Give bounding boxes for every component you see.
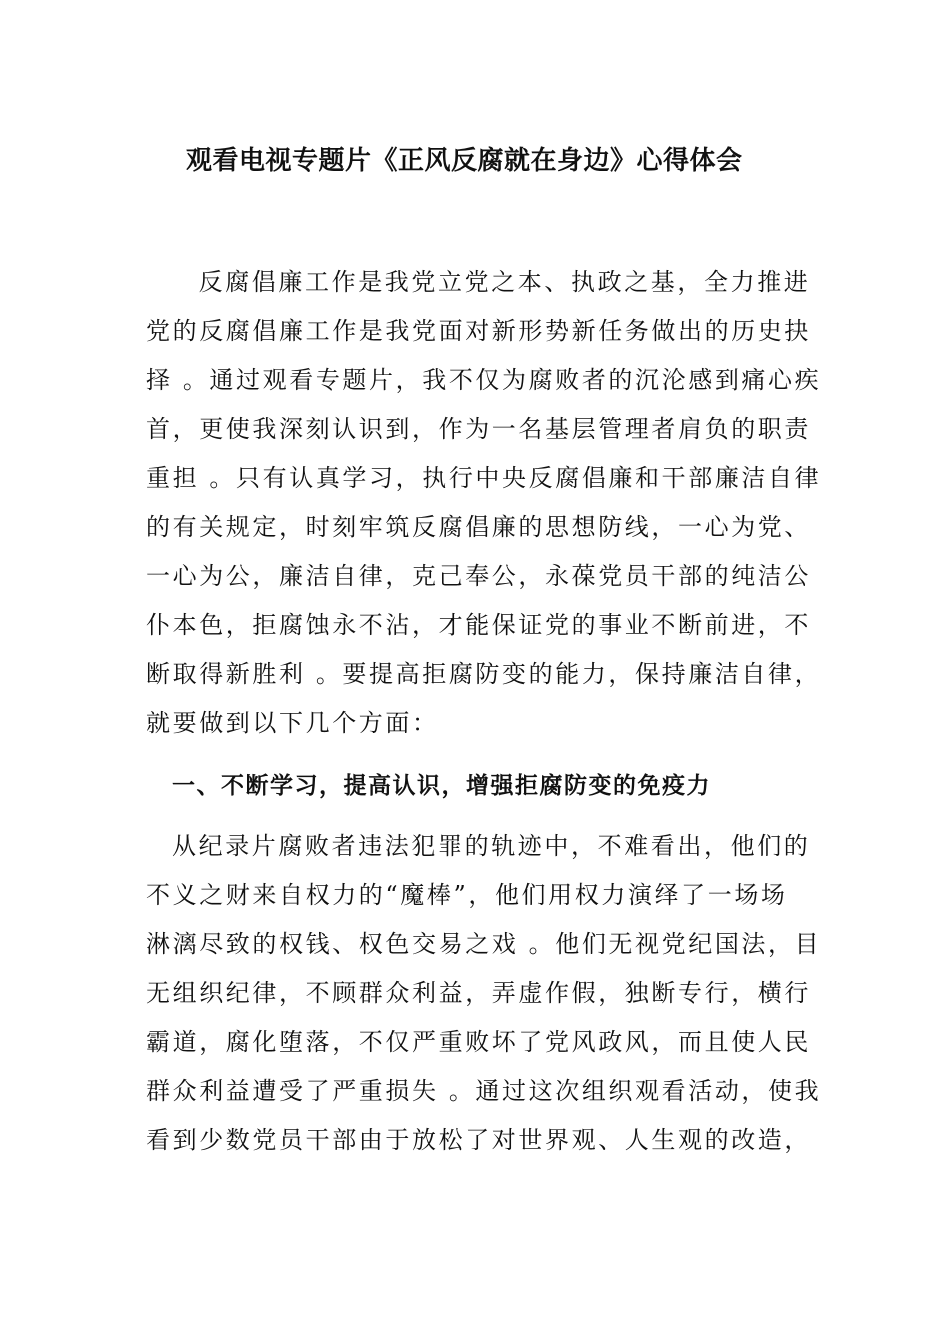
paragraph-line: 首，更使我深刻认识到，作为一名基层管理者肩负的职责 [146, 415, 811, 443]
document-title: 观看电视专题片《正风反腐就在身边》心得体会 [186, 146, 743, 176]
paragraph-line: 从纪录片腐败者违法犯罪的轨迹中，不难看出，他们的 [172, 832, 811, 860]
paragraph-line: 一心为公，廉洁自律，克己奉公，永葆党员干部的纯洁公 [146, 562, 811, 590]
paragraph-line: 重担 。只有认真学习，执行中央反腐倡廉和干部廉洁自律 [146, 464, 822, 492]
paragraph-line: 的有关规定，时刻牢筑反腐倡廉的思想防线，一心为党、 [146, 513, 811, 541]
paragraph-line: 择 。通过观看专题片，我不仅为腐败者的沉沦感到痛心疾 [146, 366, 822, 394]
paragraph-line: 反腐倡廉工作是我党立党之本、执政之基，全力推进 [172, 268, 811, 296]
paragraph-line: 霸道，腐化堕落，不仅严重败坏了党风政风，而且使人民 [146, 1028, 811, 1056]
section-heading: 一、不断学习，提高认识，增强拒腐防变的免疫力 [172, 772, 711, 799]
paragraph-line: 无组织纪律，不顾群众利益，弄虚作假，独断专行，横行 [146, 979, 811, 1007]
paragraph-line: 仆本色，拒腐蚀永不沾，才能保证党的事业不断前进，不 [146, 611, 811, 639]
paragraph-line: 就要做到以下几个方面： [146, 709, 439, 737]
paragraph-line: 淋漓尽致的权钱、权色交易之戏 。他们无视党纪国法，目 [146, 930, 822, 958]
paragraph-line: 党的反腐倡廉工作是我党面对新形势新任务做出的历史抉 [146, 317, 811, 345]
paragraph-line: 看到少数党员干部由于放松了对世界观、人生观的改造， [146, 1126, 811, 1154]
paragraph-line: 群众利益遭受了严重损失 。通过这次组织观看活动，使我 [146, 1077, 822, 1105]
paragraph-line: 不义之财来自权力的“魔棒”，他们用权力演绎了一场场 [146, 881, 788, 909]
paragraph-line: 断取得新胜利 。要提高拒腐防变的能力，保持廉洁自律， [146, 660, 822, 688]
